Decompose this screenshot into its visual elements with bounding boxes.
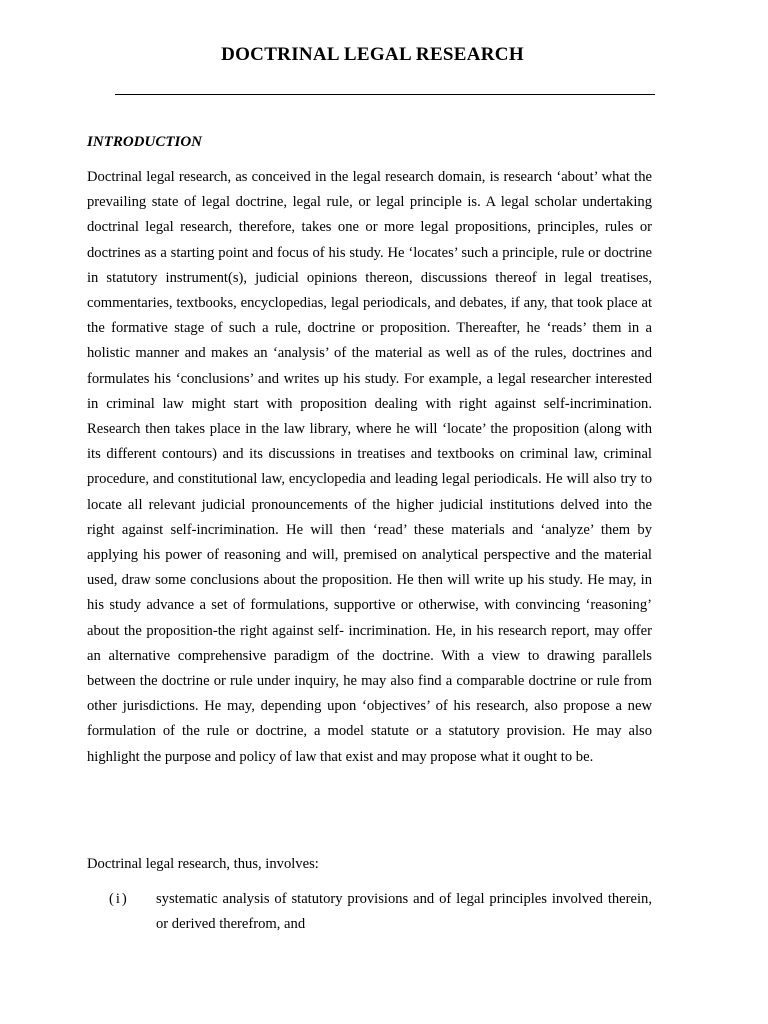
- intro-paragraph: Doctrinal legal research, as conceived in the legal research domain, is research ‘about’ what the prevailing state of legal doctrine, legal rule, or legal principle is. A legal scholar undertaking doctrinal legal research, therefore, takes one or more legal propositions, principles, rules or doctrines as a starting point and focus of his study. He ‘locates’ such a principle, rule or doctrine in statutory instrument(s), judicial opinions thereon, discussions thereof in legal treatises, commentaries, textbooks, encyclopedias, legal periodicals, and debates, if any, that took place at the formative stage of such a rule, doctrine or proposition. Thereafter, he ‘reads’ them in a holistic manner and makes an ‘analysis’ of the material as well as of the rules, doctrines and formulates his ‘conclusions’ and writes up his study. For example, a legal researcher interested in criminal law might start with proposition dealing with right against self-incrimination. Research then takes place in the law library, where he will ‘locate’ the proposition (along with its different contours) and its discussions in treatises and textbooks on criminal law, criminal procedure, and constitutional law, encyclopedia and leading legal periodicals. He will also try to locate all relevant judicial pronouncements of the higher judicial institutions delved into the right against self-incrimination. He will then ‘read’ these materials and ‘analyze’ them by applying his power of reasoning and will, premised on analytical perspective and the material used, draw some conclusions about the proposition. He then will write up his study. He may, in his study advance a set of formulations, supportive or otherwise, with convincing ‘reasoning’ about the proposition-the right against self- incrimination. He, in his research report, may offer an alternative comprehensive paradigm of the doctrine. With a view to drawing parallels between the doctrine or rule under inquiry, he may also find a comparable doctrine or rule from other jurisdictions. He may, depending upon ‘objectives’ of his research, also propose a new formulation of the rule or doctrine, a model statute or a statutory provision. He may also highlight the purpose and policy of law that exist and may propose what it ought to be.: [87, 169, 652, 765]
- summary-line: Doctrinal legal research, thus, involves:: [87, 856, 319, 872]
- list-item-text: systematic analysis of statutory provisions and of legal principles involved therein, or derived therefrom, and: [156, 891, 652, 932]
- section-heading-introduction: INTRODUCTION: [87, 134, 203, 150]
- title-divider: [115, 94, 655, 95]
- document-title: DOCTRINAL LEGAL RESEARCH: [221, 44, 524, 65]
- list-item-marker: (i): [109, 891, 129, 907]
